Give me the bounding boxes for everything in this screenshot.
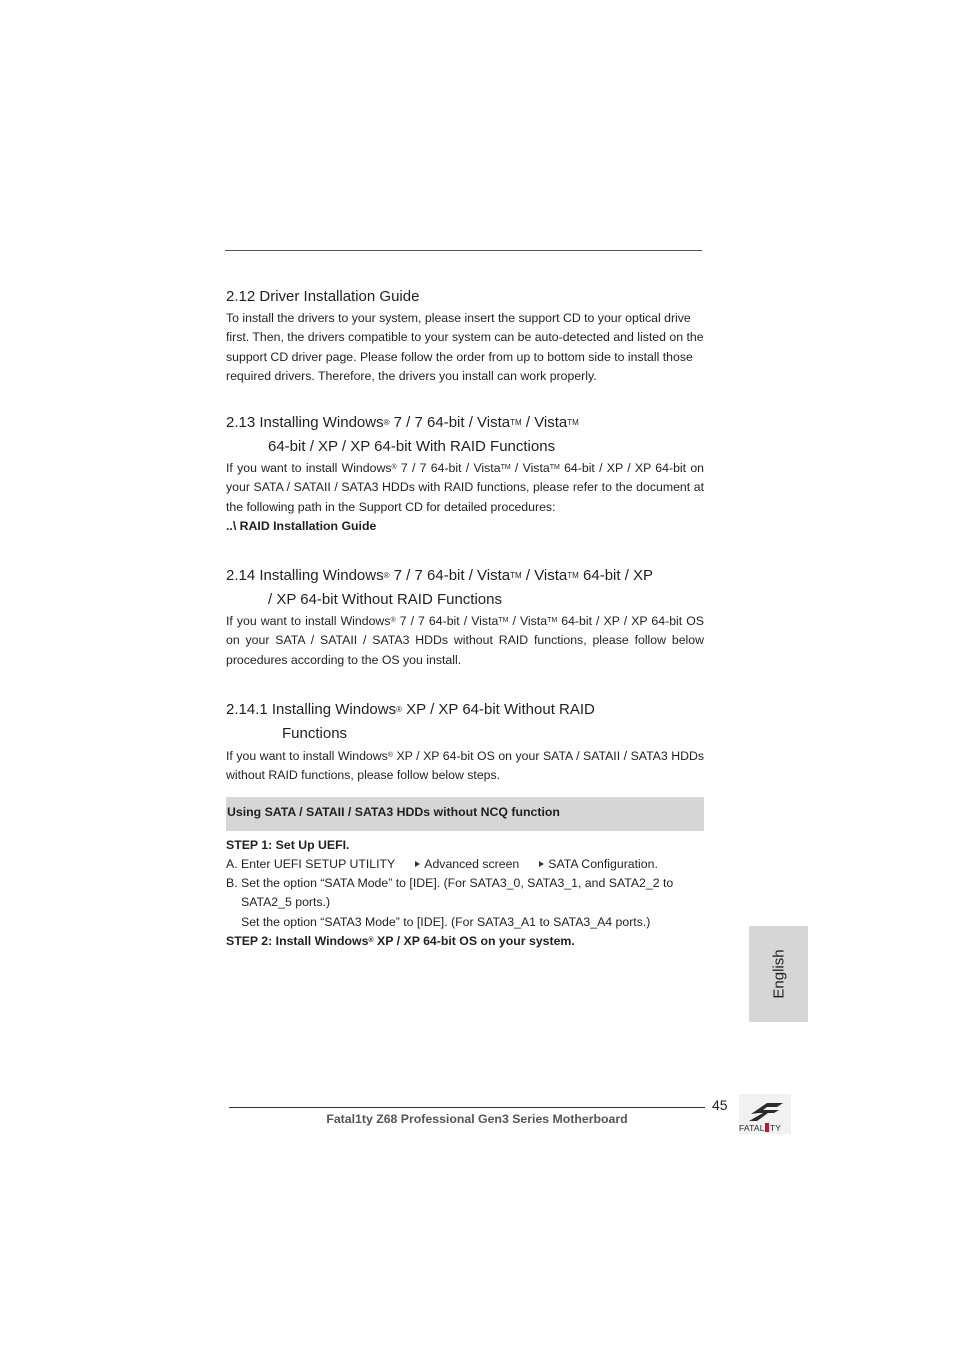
heading-2-12: 2.12 Driver Installation Guide (226, 288, 420, 305)
heading-2-14-1-line2: Functions (282, 725, 348, 742)
footer-text: Fatal1ty Z68 Professional Gen3 Series Motherboard (326, 1112, 628, 1126)
fatal1ty-logo-icon (737, 1094, 793, 1136)
step-1: STEP 1: Set Up UEFI. (226, 838, 350, 852)
top-rule (225, 250, 702, 251)
language-tab-label: English (770, 949, 787, 999)
raid-guide-path: ..\ RAID Installation Guide (226, 519, 377, 533)
step-b-line2: SATA2_5 ports.) (241, 895, 331, 909)
page-number: 45 (712, 1097, 728, 1113)
arrow-right-icon (539, 861, 544, 867)
heading-2-13-line2: 64-bit / XP / XP 64-bit With RAID Functions (268, 438, 556, 455)
language-tab (749, 926, 808, 1022)
heading-2-13: 2.13 Installing Windows® 7 / 7 64-bit / Vista™ / Vista™ (226, 414, 579, 431)
fatal1ty-logo (737, 1094, 793, 1136)
ncq-section-title: Using SATA / SATAII / SATA3 HDDs without NCQ function (227, 805, 560, 819)
footer-rule (229, 1107, 705, 1108)
heading-2-14-1: 2.14.1 Installing Windows® XP / XP 64-bit Without RAID (226, 701, 595, 718)
para-2-14: If you want to install Windows® 7 / 7 64-bit / Vista™ / Vista™ 64-bit / XP / XP 64-bit OS on your SATA / SATAII / SATA3 HDDs without RAID functions, please follow below procedures according to the OS you install. (226, 614, 705, 667)
heading-2-14-line2: / XP 64-bit Without RAID Functions (268, 591, 502, 608)
svg-text:TY: TY (770, 1123, 781, 1133)
step-2: STEP 2: Install Windows® XP / XP 64-bit OS on your system. (226, 934, 575, 948)
para-2-14-1: If you want to install Windows® XP / XP 64-bit OS on your SATA / SATAII / SATA3 HDDs without RAID functions, please follow below steps. (226, 749, 705, 783)
arrow-right-icon (415, 861, 420, 867)
step-a: A. Enter UEFI SETUP UTILITY Advanced screen SATA Configuration. (226, 857, 658, 871)
para-2-13: If you want to install Windows® 7 / 7 64-bit / Vista™ / Vista™ 64-bit / XP / XP 64-bit on your SATA / SATAII / SATA3 HDDs with RAID functions, please refer to the document at the following path in the Support CD for detailed procedures: (226, 461, 704, 514)
step-b-line1: B. Set the option “SATA Mode” to [IDE]. (For SATA3_0, SATA3_1, and SATA2_2 to (226, 876, 674, 890)
step-b-line3: Set the option “SATA3 Mode” to [IDE]. (For SATA3_A1 to SATA3_A4 ports.) (241, 915, 651, 929)
heading-2-14: 2.14 Installing Windows® 7 / 7 64-bit / Vista™ / Vista™ 64-bit / XP (226, 567, 654, 584)
ncq-section-bar (226, 797, 704, 831)
para-2-12: To install the drivers to your system, please insert the support CD to your optical drive first. Then, the drivers compatible to your system can be auto-detected and listed on the support CD driver page. Please follow the order from up to bottom side to install those required drivers. Therefore, the drivers you install can work properly. (226, 311, 704, 383)
svg-text:FATAL: FATAL (739, 1123, 765, 1133)
